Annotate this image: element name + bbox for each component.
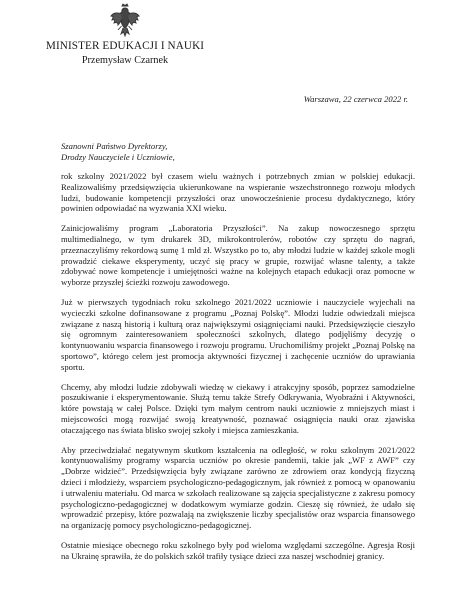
paragraph-5: Aby przeciwdziałać negatywnym skutkom kształcenia na odległość, w roku szkolnym 2021/2022 kontynuowaliśmy programy wsparcia uczniów po okresie pandemii, takie jak „WF z AWF” czy „Dobrze widzieć”. Przedsięwzięcia były związane zarówno ze zdrowiem oraz kondycją fizyczną dzieci i młodzieży, wsparciem psychologiczno-pedagogicznym, jak również z pomocą w opanowaniu i utrwaleniu materiału. Od marca w szkołach realizowane są zajęcia specjalistyczne z zakresu pomocy psychologiczno-pedagogicznej w dodatkowym wymiarze godzin. Cieszę się również, że udało się wprowadzić przepisy, które pozwalają na zwiększenie liczby specjalistów oraz wsparcia finansowego na organizację pomocy psychologiczno-pedagogicznej. <box>61 444 415 531</box>
salutation <box>61 141 175 163</box>
paragraph-6: Ostatnie miesiące obecnego roku szkolnego były pod wieloma względami szczególne. Agresja Rosji na Ukrainę sprawiła, że do polskich szkół trafiły tysiące dzieci zza naszej wschodniej granicy. <box>61 539 415 561</box>
minister-name: Przemysław Czarnek <box>81 55 169 66</box>
eagle-emblem-icon <box>109 3 141 37</box>
date-line: Warszawa, 22 czerwca 2022 r. <box>303 94 408 104</box>
paragraph-2: Zainicjowaliśmy program „Laboratoria Przyszłości”. Na zakup nowoczesnego sprzętu multimedialnego, w tym drukarek 3D, mikrokontrolerów, robotów czy sprzętu do nagrań, przeznaczyliśmy rekordową sumę 1 mld zł. Wszystko po to, aby młodzi ludzie w każdej szkole mogli prowadzić ciekawe eksperymenty, uczyć się pracy w grupie, rozwijać własne talenty, a także zdobywać nowe kompetencje i umiejętności ważne na kolejnych etapach edukacji oraz pomocne w wyborze przyszłej ścieżki rozwoju zawodowego. <box>61 223 415 288</box>
letter-body <box>61 171 415 571</box>
paragraph-4: Chcemy, aby młodzi ludzie zdobywali wiedzę w ciekawy i atrakcyjny sposób, poprzez samodzielne poszukiwanie i eksperymentowanie. Służą temu także Strefy Odkrywania, Wyobraźni i Aktywności, które powstają w całej Polsce. Dzięki tym małym centrom nauki uczniowie z mniejszych miast i miejscowości mogą rozwijać swoją kreatywność, poznawać osiągnięcia nauki oraz zjawiska otaczającego nas świata blisko swojej szkoły i miejsca zamieszkania. <box>61 381 415 435</box>
letterhead <box>40 0 210 66</box>
paragraph-3: Już w pierwszych tygodniach roku szkolnego 2021/2022 uczniowie i nauczyciele wyjechali na wycieczki szkolne dofinansowane z programu „Poznaj Polskę”. Młodzi ludzie odwiedzali miejsca związane z naszą historią i kulturą oraz największymi osiągnięciami nauki. Przedsięwzięcie cieszyło się ogromnym zainteresowaniem społeczności szkolnych, dlatego podjęliśmy decyzję o kontynuowaniu wsparcia finansowego i rozwoju programu. Uruchomiliśmy projekt „Poznaj Polskę na sportowo”, którego celem jest promocja aktywności fizycznej i zachęcenie uczniów do uprawiania sportu. <box>61 296 415 372</box>
paragraph-1: rok szkolny 2021/2022 był czasem wielu ważnych i potrzebnych zmian w polskiej edukacji. Realizowaliśmy przedsięwzięcia ukierunkowane na wspieranie wszechstronnego rozwoju młodych ludzi, budowanie kompetencji przyszłości oraz unowocześnienie procesu dydaktycznego, który powinien odpowiadać na wyzwania XXI wieku. <box>61 171 415 214</box>
salutation-line-2: Drodzy Nauczyciele i Uczniowie, <box>61 152 175 162</box>
salutation-line-1: Szanowni Państwo Dyrektorzy, <box>61 141 168 151</box>
minister-title: MINISTER EDUKACJI I NAUKI <box>45 40 205 52</box>
